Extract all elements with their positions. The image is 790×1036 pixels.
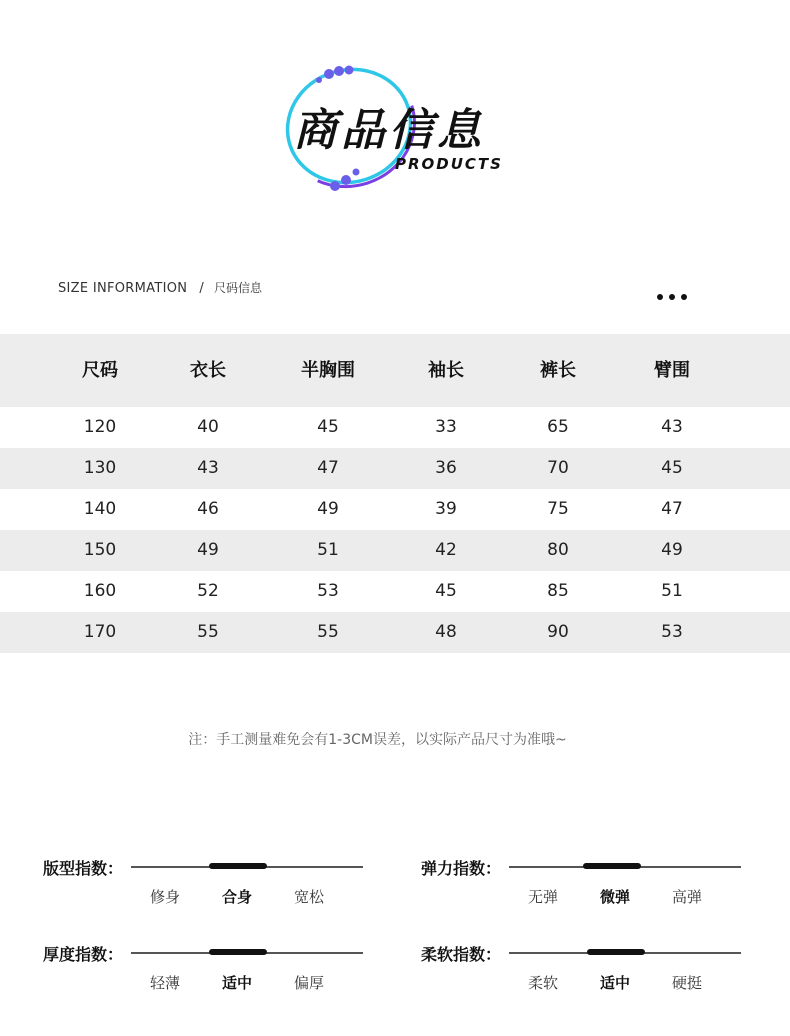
size-title-en: SIZE INFORMATION	[58, 281, 188, 296]
table-cell: 53	[317, 581, 339, 601]
index-option-selected: 适中	[599, 974, 630, 992]
table-cell: 42	[435, 540, 457, 560]
table-row	[0, 407, 790, 448]
header-cell: 裤长	[540, 360, 576, 381]
table-row	[0, 612, 790, 653]
table-cell: 55	[197, 622, 219, 642]
table-cell: 45	[317, 417, 339, 437]
table-cell: 49	[317, 499, 339, 519]
index-option: 硬挺	[671, 974, 702, 992]
table-cell: 120	[83, 417, 117, 437]
index-option-selected: 微弹	[599, 888, 630, 906]
table-row	[0, 530, 790, 571]
table-cell: 85	[547, 581, 569, 601]
header-cell: 衣长	[190, 360, 226, 381]
header-cell: 尺码	[82, 360, 118, 381]
fit-index	[43, 856, 373, 926]
table-cell: 45	[435, 581, 457, 601]
more-dots-icon	[657, 285, 693, 304]
measurement-note: 注：手工测量难免会有1-3CM误差，以实际产品尺寸为准哦~	[188, 732, 567, 748]
page-title: 商品信息	[293, 105, 485, 156]
index-label: 弹力指数：	[421, 859, 502, 878]
table-cell: 47	[317, 458, 339, 478]
title-separator: /	[199, 281, 204, 296]
index-indicator	[587, 949, 645, 955]
size-section-title	[58, 279, 262, 296]
table-cell: 51	[317, 540, 339, 560]
table-row	[0, 571, 790, 612]
index-option: 轻薄	[149, 974, 180, 992]
table-cell: 45	[661, 458, 683, 478]
brand-logo	[275, 58, 535, 198]
header-cell: 臂围	[654, 360, 690, 381]
index-label: 厚度指数：	[43, 945, 124, 964]
table-cell: 55	[317, 622, 339, 642]
table-cell: 130	[83, 458, 117, 478]
table-cell: 48	[435, 622, 457, 642]
index-label: 柔软指数：	[421, 945, 502, 964]
softness-index	[421, 942, 751, 1012]
table-cell: 53	[661, 622, 683, 642]
index-indicator	[209, 863, 267, 869]
table-cell: 49	[661, 540, 683, 560]
table-cell: 65	[547, 417, 569, 437]
table-cell: 49	[197, 540, 219, 560]
index-option: 宽松	[293, 888, 324, 906]
table-cell: 51	[661, 581, 683, 601]
table-cell: 47	[661, 499, 683, 519]
table-cell: 52	[197, 581, 219, 601]
table-cell: 170	[83, 622, 117, 642]
table-cell: 160	[83, 581, 117, 601]
size-table	[0, 334, 790, 653]
table-cell: 80	[547, 540, 569, 560]
table-cell: 43	[197, 458, 219, 478]
elasticity-index	[421, 856, 751, 926]
table-row	[0, 448, 790, 489]
thickness-index	[43, 942, 373, 1012]
index-option: 柔软	[527, 974, 558, 992]
size-title-cn: 尺码信息	[213, 281, 262, 295]
table-row	[0, 489, 790, 530]
table-cell: 70	[547, 458, 569, 478]
index-indicator	[209, 949, 267, 955]
header-cell: 袖长	[428, 360, 464, 381]
index-option: 偏厚	[293, 974, 324, 992]
table-cell: 33	[435, 417, 457, 437]
index-label: 版型指数：	[43, 859, 124, 878]
table-cell: 46	[197, 499, 219, 519]
index-option: 修身	[149, 888, 180, 906]
table-cell: 39	[435, 499, 457, 519]
index-option-selected: 适中	[221, 974, 252, 992]
index-option-selected: 合身	[221, 888, 252, 906]
table-cell: 150	[83, 540, 117, 560]
table-cell: 36	[435, 458, 457, 478]
page-subtitle: PRODUCTS	[395, 155, 503, 173]
table-cell: 43	[661, 417, 683, 437]
table-header-row	[0, 334, 790, 407]
index-indicator	[583, 863, 641, 869]
table-cell: 75	[547, 499, 569, 519]
index-option: 高弹	[671, 888, 702, 906]
table-cell: 90	[547, 622, 569, 642]
index-option: 无弹	[527, 888, 558, 906]
header-cell: 半胸围	[301, 360, 355, 381]
table-cell: 40	[197, 417, 219, 437]
table-cell: 140	[83, 499, 117, 519]
